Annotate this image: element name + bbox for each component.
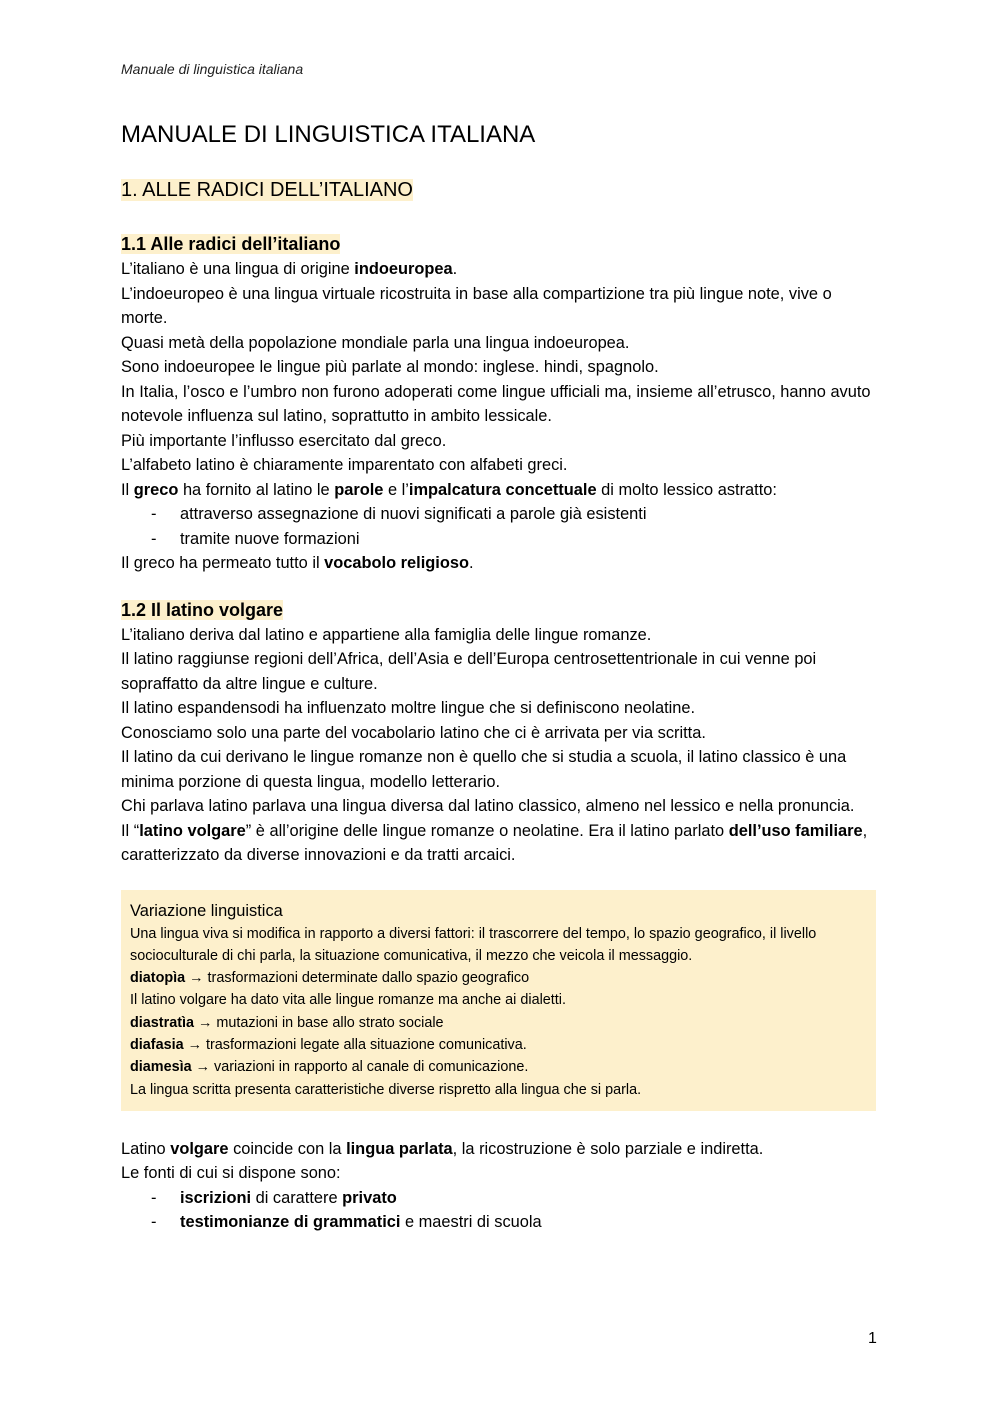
bold-term: greco (133, 480, 179, 499)
callout-box (121, 890, 876, 1111)
section-heading-1-1 (121, 231, 881, 257)
bold-term: privato (342, 1188, 397, 1207)
callout-line: diatopìa → trasformazioni determinate dallo spazio geografico (130, 970, 530, 987)
paragraph: In Italia, l’osco e l’umbro non furono adoperati come lingue ufficiali ma, insieme all’etrusco, hanno avuto notevole influenza sul latino, soprattutto in ambito lessicale. (121, 382, 871, 425)
chapter-heading-text: 1. ALLE RADICI DELL’ITALIANO (121, 179, 413, 201)
list-item: - iscrizioni di carattere privato (121, 1186, 881, 1211)
paragraph: L’indoeuropeo è una lingua virtuale ricostruita in base alla compartizione tra più lingue note, vive o morte. (121, 284, 832, 327)
paragraph: Il greco ha permeato tutto il vocabolo religioso. (121, 554, 474, 572)
bold-term: vocabolo religioso (324, 554, 469, 572)
bold-term: diamesìa (130, 1059, 192, 1076)
paragraph: Conosciamo solo una parte del vocabolario latino che ci è arrivata per via scritta. (121, 723, 706, 742)
chapter-heading (121, 176, 881, 204)
paragraph: Latino volgare coincide con la lingua parlata, la ricostruzione è solo parziale e indiretta. (121, 1139, 764, 1158)
paragraph: L’italiano deriva dal latino e appartiene alla famiglia delle lingue romanze. (121, 625, 652, 644)
bold-term: impalcatura concettuale (408, 480, 597, 499)
bullet-list (121, 502, 881, 551)
paragraph: Il latino raggiunse regioni dell’Africa, dell’Asia e dell’Europa centrosettentrionale in cui venne poi sopraffatto da altre lingue e culture. (121, 650, 817, 693)
list-item: - attraverso assegnazione di nuovi significati a parole già esistenti (121, 502, 881, 527)
bold-term: dell’uso familiare (728, 821, 863, 840)
bold-term: iscrizioni (180, 1188, 252, 1207)
page-number: 1 (868, 1330, 877, 1347)
list-item: - testimonianze di grammatici e maestri di scuola (121, 1210, 881, 1235)
callout-line: diastratìa → mutazioni in base allo strato sociale (130, 1014, 444, 1031)
paragraph: Il latino da cui derivano le lingue romanze non è quello che si studia a scuola, il latino classico è una minima porzione di questa lingua, modello letterario. (121, 748, 847, 791)
paragraph: Chi parlava latino parlava una lingua diversa dal latino classico, almeno nel lessico e nella pronuncia. (121, 797, 855, 815)
bold-term: diastratìa (130, 1014, 194, 1031)
paragraph: Il greco ha fornito al latino le parole e l’impalcatura concettuale di molto lessico astratto: (121, 480, 777, 499)
bold-term: lingua parlata (346, 1139, 453, 1158)
section-heading-1-2 (121, 597, 881, 623)
paragraph: Sono indoeuropee le lingue più parlate al mondo: inglese. hindi, spagnolo. (121, 358, 659, 376)
section-heading-text: 1.2 Il latino volgare (121, 599, 284, 620)
callout-line: Il latino volgare ha dato vita alle lingue romanze ma anche ai dialetti. (130, 992, 566, 1009)
bold-term: diafasia (130, 1036, 184, 1053)
callout-line: Una lingua viva si modifica in rapporto a diversi fattori: il trascorrere del tempo, lo spazio geografico, il livello socioculturale di chi parla, la situazione comunicativa, il mezzo che veicola il messaggio. (130, 925, 817, 964)
bold-term: testimonianze di grammatici (180, 1213, 401, 1232)
paragraph: Più importante l’influsso esercitato dal greco. (121, 431, 447, 450)
bold-term: volgare (170, 1139, 229, 1158)
bold-term: indoeuropea (354, 260, 453, 278)
callout-line: diafasia → trasformazioni legate alla situazione comunicativa. (130, 1036, 527, 1053)
paragraph: L’italiano è una lingua di origine indoeuropea. (121, 260, 458, 278)
document-title: MANUALE DI LINGUISTICA ITALIANA (121, 121, 536, 148)
bold-term: diatopìa (130, 970, 186, 987)
callout-line: diamesìa → variazioni in rapporto al canale di comunicazione. (130, 1059, 529, 1076)
running-header: Manuale di linguistica italiana (121, 61, 304, 77)
callout-title: Variazione linguistica (130, 901, 283, 920)
paragraph: Il “latino volgare” è all’origine delle lingue romanze o neolatine. Era il latino parlato dell’uso familiare, caratterizzato da diverse innovazioni e da tratti arcaici. (121, 821, 868, 864)
paragraph: Il latino espandensodi ha influenzato moltre lingue che si definiscono neolatine. (121, 699, 696, 717)
paragraph: L’alfabeto latino è chiaramente imparentato con alfabeti greci. (121, 456, 568, 474)
list-item: - tramite nuove formazioni (121, 527, 881, 552)
paragraph: Quasi metà della popolazione mondiale parla una lingua indoeuropea. (121, 333, 630, 352)
bold-term: parole (334, 480, 384, 499)
paragraph: Le fonti di cui si dispone sono: (121, 1164, 341, 1183)
section-heading-text: 1.1 Alle radici dell’italiano (121, 234, 341, 254)
bold-term: latino volgare (139, 821, 246, 840)
bullet-list (121, 1186, 881, 1235)
page-content (121, 118, 881, 1235)
callout-line: La lingua scritta presenta caratteristiche diverse rispretto alla lingua che si parla. (130, 1081, 642, 1098)
